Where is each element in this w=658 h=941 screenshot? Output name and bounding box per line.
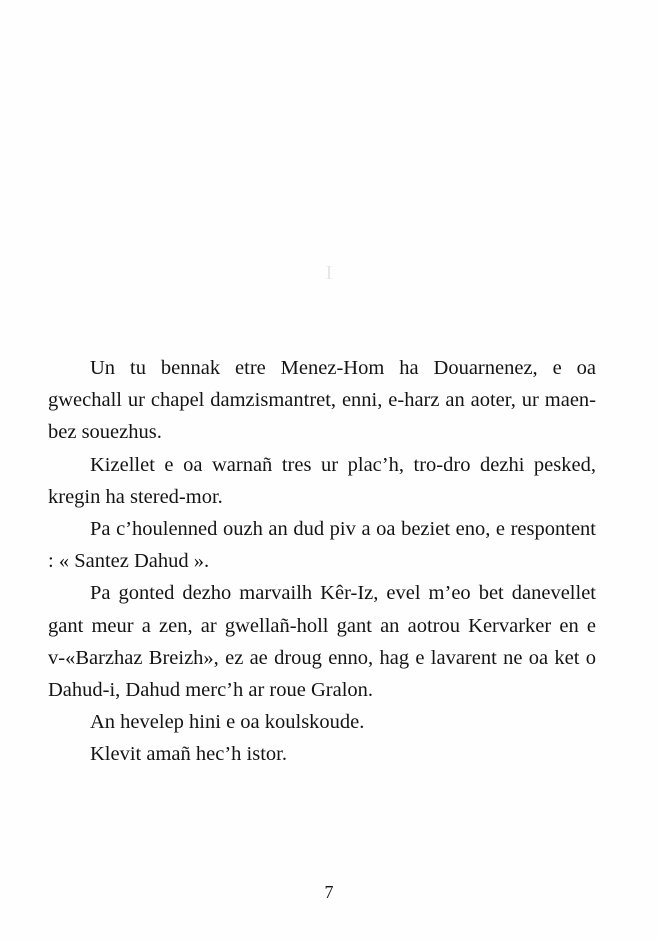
paragraph: Un tu bennak etre Menez-Hom ha Douarnenez, e oa gwechall ur chapel damzismantret, enni, e-harz an aoter, ur maen-bez souezhus.: [48, 357, 596, 444]
page-number: 7: [324, 882, 334, 902]
paragraph: Pa gonted dezho marvailh Kêr-Iz, evel m’eo bet danevellet gant meur a zen, ar gwellañ-holl gant an aotrou Kervarker en e v-«Barzhaz Breizh», ez ae droug enno, hag e lavarent ne oa ket o Dahud-i, Dahud merc’h ar roue Gralon.: [48, 582, 596, 702]
paragraph: Klevit amañ hec’h istor.: [90, 743, 287, 766]
paragraph: An hevelep hini e oa koulskoude.: [90, 711, 365, 734]
paragraph: Kizellet e oa warnañ tres ur plac’h, tro-dro dezhi pesked, kregin ha stered-mor.: [48, 453, 596, 508]
chapter-number: I: [325, 262, 333, 284]
paragraph: Pa c’houlenned ouzh an dud piv a oa beziet eno, e respontent : « Santez Dahud ».: [48, 518, 596, 573]
body-text: [48, 352, 596, 771]
